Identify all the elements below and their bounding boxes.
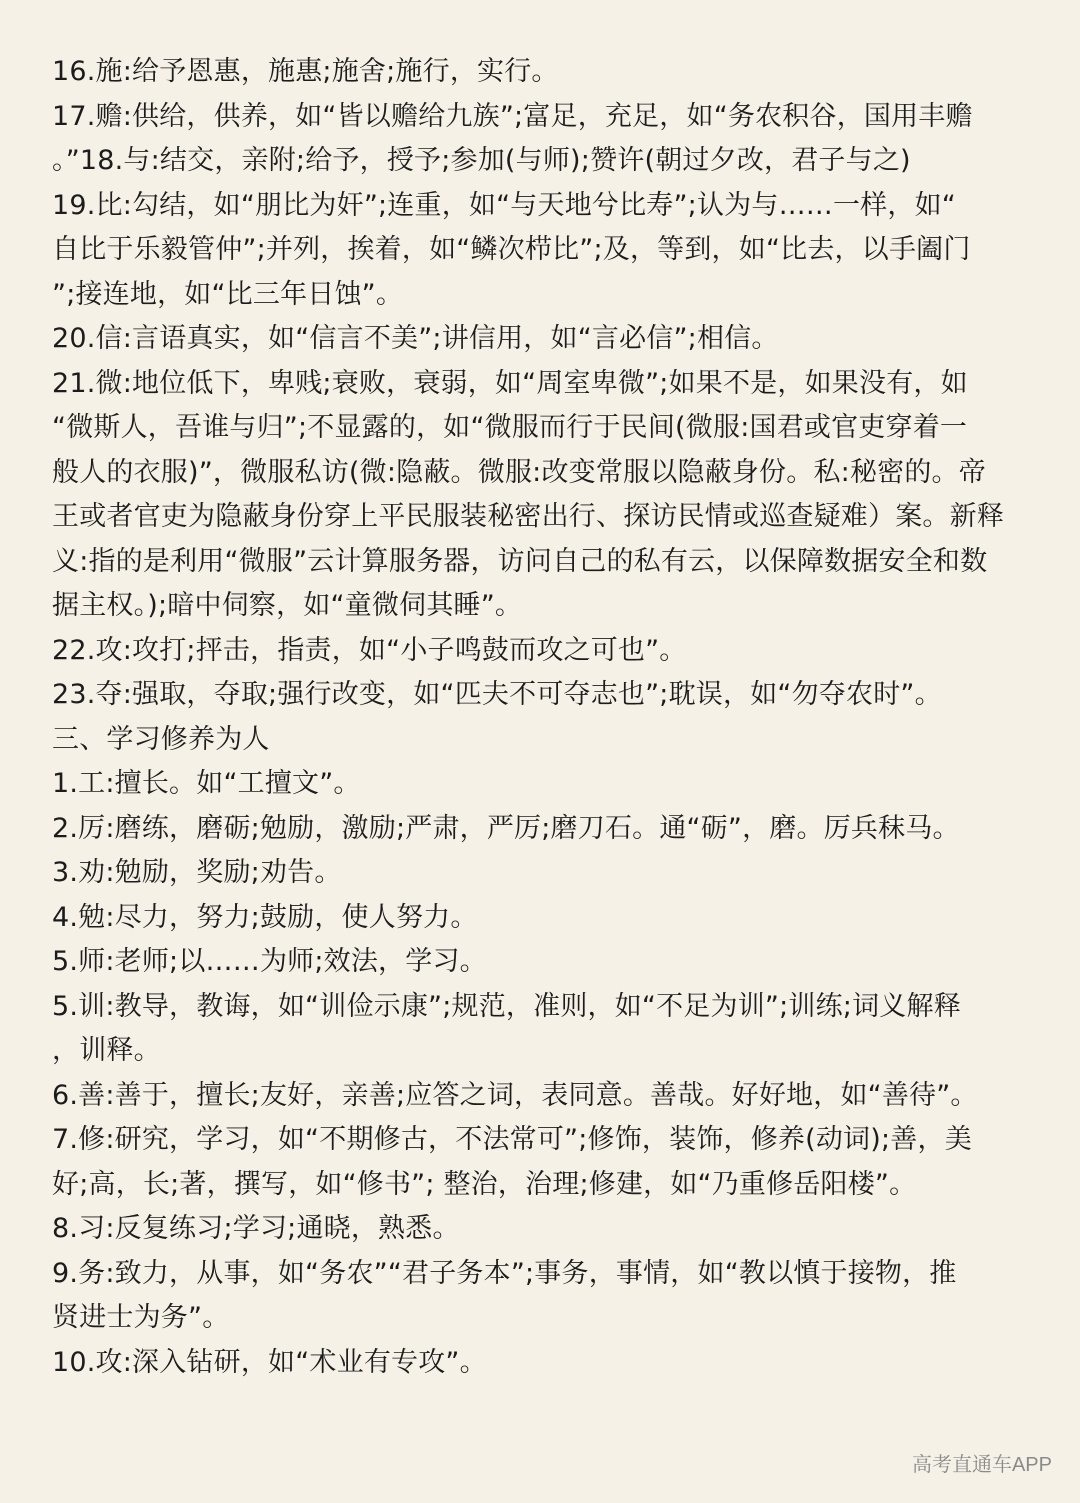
text-line: 般人的衣服)”，微服私访(微:隐蔽。微服:改变常服以隐蔽身份。私:秘密的。帝 xyxy=(52,456,986,488)
text-line: ，训释。 xyxy=(52,1035,161,1066)
text-line: 23.夺:强取，夺取;强行改变，如“匹夫不可夺志也”;耽误，如“勿夺农时”。 xyxy=(52,679,942,710)
text-line: 10.攻:深入钻研，如“术业有专攻”。 xyxy=(52,1346,487,1378)
text-line: 5.师:老师;以……为师;效法，学习。 xyxy=(52,946,487,977)
text-line: 7.修:研究，学习，如“不期修古，不法常可”;修饰，装饰，修养(动词);善，美 xyxy=(52,1124,972,1155)
text-line: 20.信:言语真实，如“信言不美”;讲信用，如“言必信”;相信。 xyxy=(52,323,779,354)
text-line: 义:指的是利用“微服”云计算服务器，访问自己的私有云，以保障数据安全和数 xyxy=(52,545,988,577)
text-line: 19.比:勾结，如“朋比为奸”;连重，如“与天地兮比寿”;认为与……一样，如“ xyxy=(52,189,956,221)
text-line: 好;高，长;著，撰写，如“修书”; 整治，治理;修建，如“乃重修岳阳楼”。 xyxy=(52,1168,917,1200)
text-line: 22.攻:攻打;抨击，指责，如“小子鸣鼓而攻之可也”。 xyxy=(52,634,687,666)
text-line: 王或者官吏为隐蔽身份穿上平民服装秘密出行、探访民情或巡查疑难）案。新释 xyxy=(52,501,1004,532)
text-line: 2.厉:磨练，磨砺;勉励，激励;严肃，严厉;磨刀石。通“砺”，磨。厉兵秣马。 xyxy=(52,812,960,844)
text-line: 21.微:地位低下，卑贱;衰败，衰弱，如“周室卑微”;如果不是，如果没有，如 xyxy=(52,367,968,399)
text-line: 6.善:善于，擅长;友好，亲善;应答之词，表同意。善哉。好好地，如“善待”。 xyxy=(52,1079,978,1111)
text-line: 3.劝:勉励，奖励;劝告。 xyxy=(52,857,342,888)
text-line: 。”18.与:结交，亲附;给予，授予;参加(与师);赞许(朝过夕改，君子与之) xyxy=(52,145,911,176)
text-line: “微斯人，吾谁与归”;不显露的，如“微服而行于民间(微服:国君或官吏穿着一 xyxy=(52,412,968,443)
text-line: 据主权。);暗中伺察，如“童微伺其睡”。 xyxy=(52,590,523,621)
text-line: 4.勉:尽力，努力;鼓励，使人努力。 xyxy=(52,901,478,933)
text-line: 5.训:教导，教诲，如“训俭示康”;规范，准则，如“不足为训”;训练;词义解释 xyxy=(52,990,961,1022)
text-line: 16.施:给予恩惠，施惠;施舍;施行，实行。 xyxy=(52,56,559,87)
text-line: 8.习:反复练习;学习;通晓，熟悉。 xyxy=(52,1213,460,1244)
section-heading: 三、学习修养为人 xyxy=(52,723,270,755)
watermark: 高考直通车APP xyxy=(911,1454,1052,1476)
text-line: 贤进士为务”。 xyxy=(52,1302,230,1333)
text-line: 9.务:致力，从事，如“务农”“君子务本”;事务，事情，如“教以慎于接物，推 xyxy=(52,1257,957,1289)
notes-body xyxy=(52,50,1022,1385)
text-line: 自比于乐毅管仲”;并列，挨着，如“鳞次栉比”;及，等到，如“比去，以手阖门 xyxy=(52,234,971,265)
text-line: 17.赡:供给，供养，如“皆以赡给九族”;富足，充足，如“务农积谷，国用丰赡 xyxy=(52,100,973,132)
text-line: 1.工:擅长。如“工擅文”。 xyxy=(52,768,361,799)
text-line: ”;接连地，如“比三年日蚀”。 xyxy=(52,278,404,310)
